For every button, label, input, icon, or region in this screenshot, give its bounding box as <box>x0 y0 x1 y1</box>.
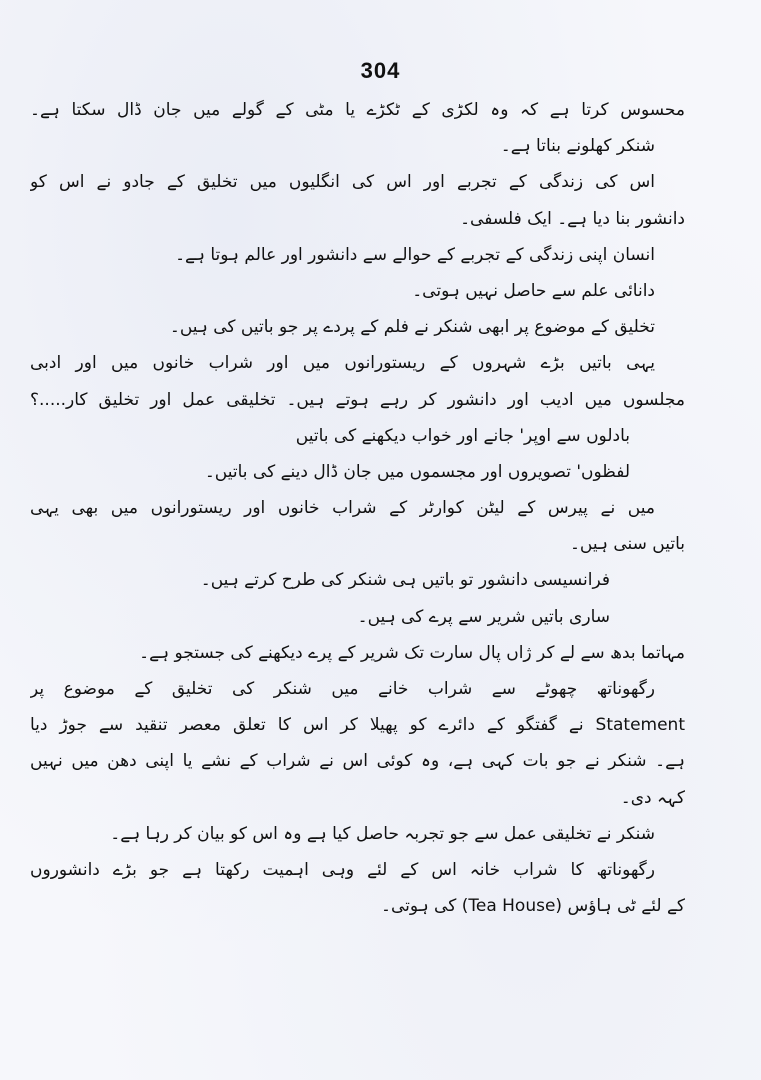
text-line: بادلوں سے اوپر' جانے اور خواب دیکھنے کی باتیں <box>295 425 630 446</box>
text-line: رگھوناتھ چھوٹے سے شراب خانے میں شنکر کی تخلیق کے موضوع پر <box>30 679 655 699</box>
text-line: فرانسیسی دانشور تو باتیں ہی شنکر کی طرح کرتے ہیں۔ <box>200 570 610 591</box>
text-line: Statement نے گفتگو کے دائرے کو پھیلا کر اس کا تعلق معصر تنقید سے جوڑ دیا <box>30 715 685 736</box>
text-line: مہاتما بدھ سے لے کر ژاں پال سارت تک شریر کے پرے دیکھنے کی جستجو ہے۔ <box>139 642 685 663</box>
text-line: یہی باتیں بڑے شہروں کے ریستورانوں میں اور شراب خانوں میں اور ادبی <box>30 353 655 374</box>
text-line: کہہ دی۔ <box>620 787 685 808</box>
text-line: مجلسوں میں ادیب اور دانشور کر رہے ہوتے ہیں۔ تخلیقی عمل اور تخلیق کار.....؟ <box>30 389 685 410</box>
text-body <box>30 92 685 924</box>
text-line: شنکر نے تخلیقی عمل سے جو تجربہ حاصل کیا ہے وہ اس کو بیان کر رہا ہے۔ <box>110 823 655 844</box>
text-line: کے لئے ٹی ہاؤس (Tea House) کی ہوتی۔ <box>381 896 685 917</box>
text-line: ہے۔ شنکر نے جو بات کہی ہے، وہ کوئی اس نے شراب کے نشے یا اپنی دھن میں نہیں <box>30 751 685 772</box>
text-line: لفظوں' تصویروں اور مجسموں میں جان ڈال دینے کی باتیں۔ <box>204 461 630 482</box>
text-line: دانائی علم سے حاصل نہیں ہوتی۔ <box>412 280 655 301</box>
text-line: ساری باتیں شریر سے پرے کی ہیں۔ <box>357 606 610 627</box>
text-line: باتیں سنی ہیں۔ <box>569 534 685 555</box>
text-line: انسان اپنی زندگی کے تجربے کے حوالے سے دانشور اور عالم ہوتا ہے۔ <box>175 244 655 265</box>
text-line: دانشور بنا دیا ہے۔ ایک فلسفی۔ <box>460 208 685 229</box>
text-line: شنکر کھلونے بناتا ہے۔ <box>500 136 655 157</box>
page-number: 304 <box>360 58 401 83</box>
text-line: میں نے پیرس کے لیٹن کوارٹر کے شراب خانوں اور ریستورانوں میں بھی یہی <box>30 498 655 519</box>
text-line: تخلیق کے موضوع پر ابھی شنکر نے فلم کے پردے پر جو باتیں کی ہیں۔ <box>169 317 655 338</box>
text-line: محسوس کرتا ہے کہ وہ لکڑی کے ٹکڑے یا مٹی کے گولے میں جان ڈال سکتا ہے۔ <box>30 100 685 120</box>
text-line: اس کی زندگی کے تجربے اور اس کی انگلیوں میں تخلیق کے جادو نے اس کو <box>30 172 655 193</box>
text-line: رگھوناتھ کا شراب خانہ اس کے لئے وہی اہمیت رکھتا ہے جو بڑے دانشوروں <box>30 859 655 880</box>
